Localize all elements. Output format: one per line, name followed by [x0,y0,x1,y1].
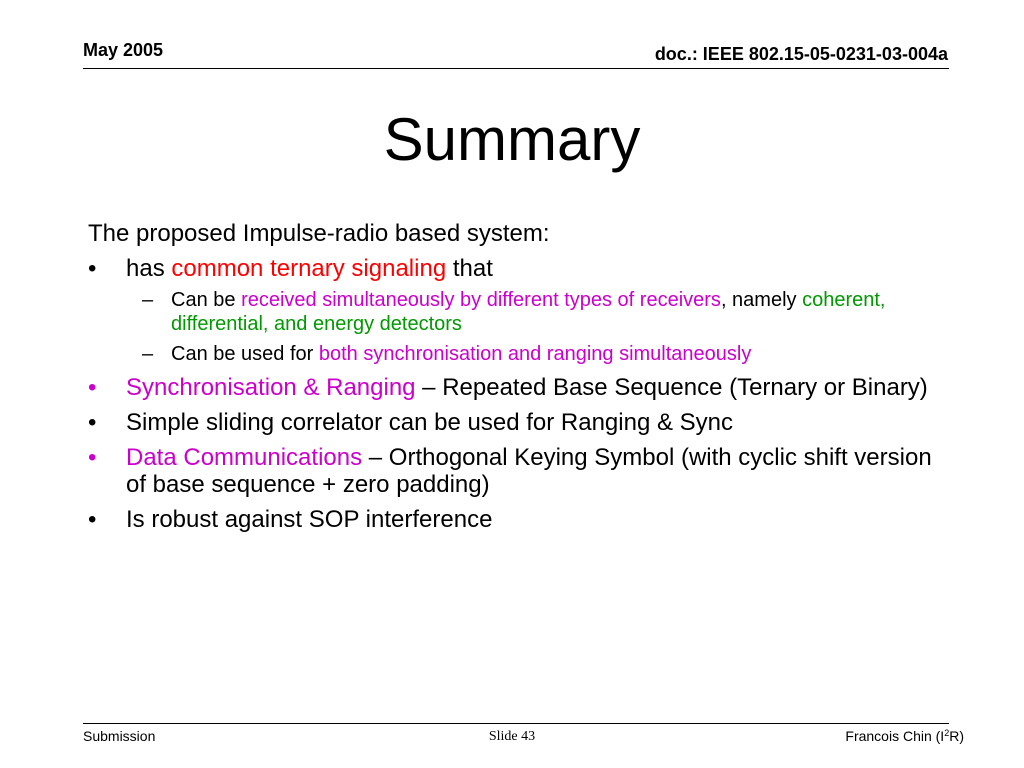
bullet-sync-ranging [88,374,948,401]
slide-body [88,219,948,541]
header-date: May 2005 [83,40,164,60]
bullet-text: – Repeated Base Sequence (Ternary or Binary) [415,374,928,401]
bullet-list [88,255,948,533]
highlight-text: Synchronisation & Ranging [126,374,416,401]
highlight-text: common ternary signaling [171,255,447,282]
highlight-text: received simultaneously by different types of receivers [241,289,721,311]
sub-bullet-text: Can be [171,289,242,311]
header-doc-id: doc.: IEEE 802.15-05-0231-03-004a [654,44,948,64]
footer-slide-number: Slide 43 [488,729,536,744]
highlight-text: Data Communications [126,444,363,471]
bullet-sliding-correlator: • Simple sliding correlator can be used for Ranging & Sync [88,409,948,436]
footer-author-text: Francois Chin (I [845,728,945,744]
sub-bullet-text: Can be used for [171,343,319,365]
footer-divider [83,723,949,724]
bullet-text: – Orthogonal Keying Symbol (with cyclic shift version of base sequence + zero padding) [126,444,932,498]
sub-bullet-sync-ranging [126,342,948,366]
footer-author-text: R) [949,728,964,744]
highlight-text: both synchronisation and ranging simultaneously [318,343,752,365]
footer-submission: Submission [83,728,156,744]
slide-title: Summary [383,106,641,173]
sub-bullet-text: , namely [720,289,803,311]
sub-bullet-list [126,288,948,366]
bullet-common-ternary [88,255,948,366]
intro-text: The proposed Impulse-radio based system: [88,220,550,247]
bullet-text: that [446,255,493,282]
bullet-data-communications [88,444,948,498]
footer-author [845,728,964,744]
sub-bullet-receivers [126,288,948,336]
bullet-sop-interference: • Is robust against SOP interference [88,506,948,533]
bullet-text: has [126,255,172,282]
header-divider [83,68,949,69]
footer-author-sup: 2 [944,728,950,738]
highlight-text: coherent, differential, and energy detectors [171,289,886,335]
